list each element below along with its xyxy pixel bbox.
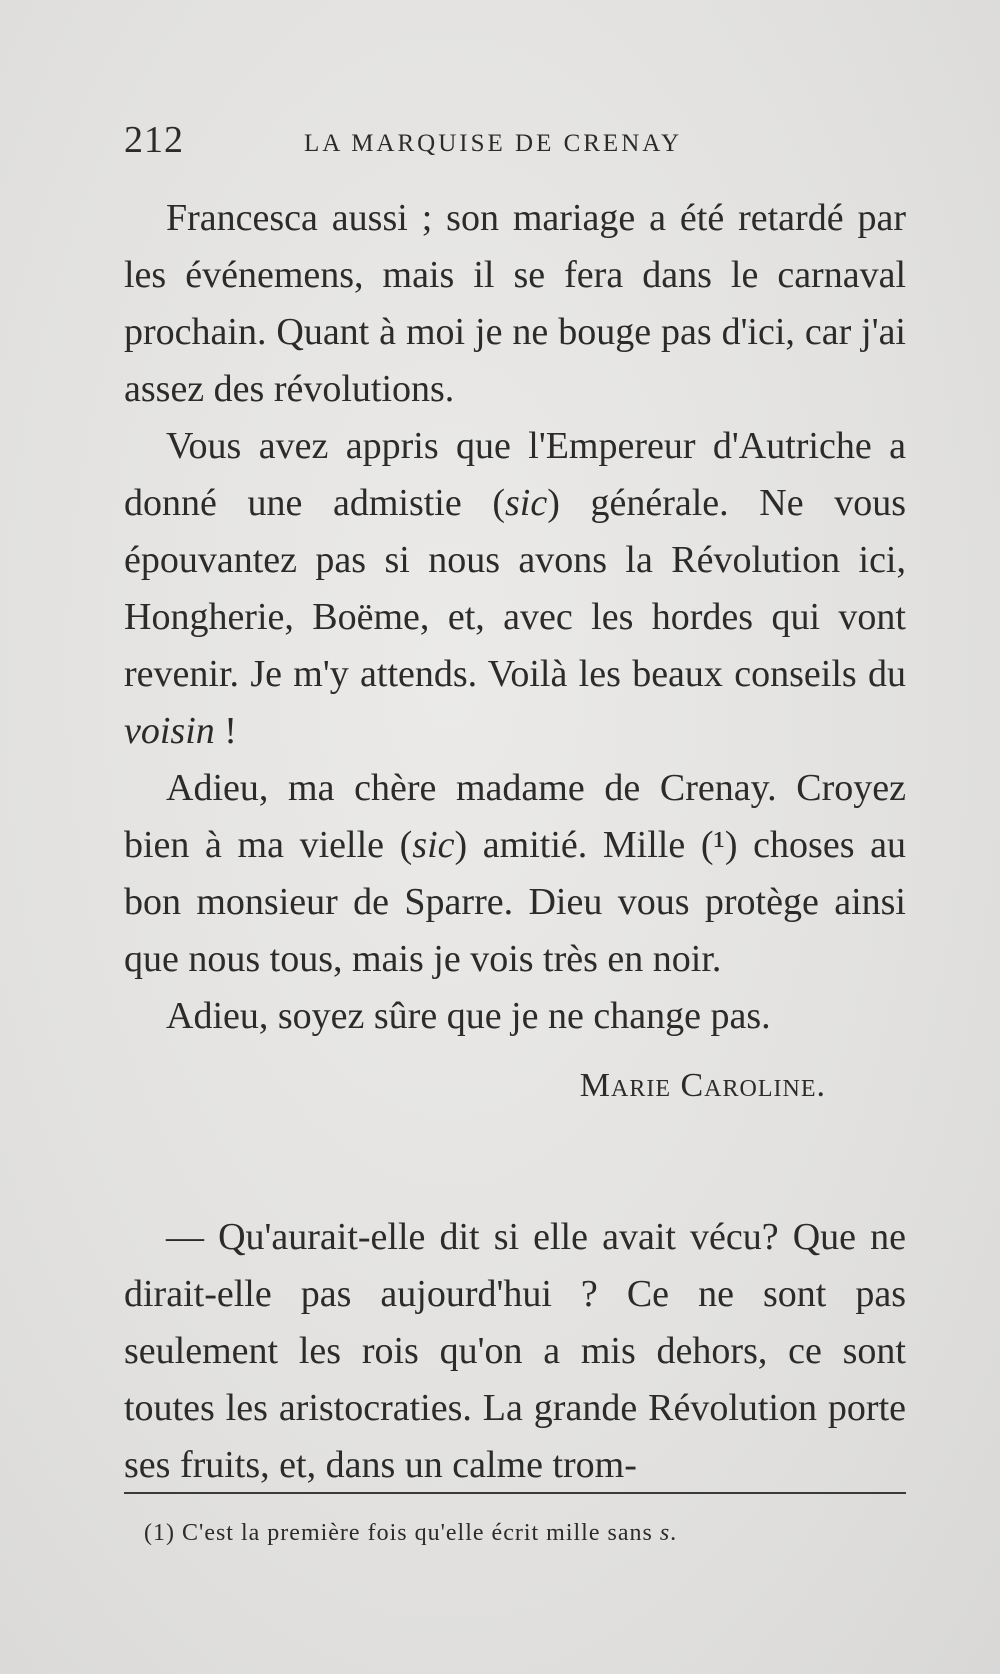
commentary	[124, 1209, 906, 1494]
paragraph-5: — Qu'aurait-elle dit si elle avait vécu? Que ne dirait-elle pas aujourd'hui ? Ce ne sont pas seulement les rois qu'on a mis dehors, ce sont toutes les aristocraties. La grande Révolution porte ses fruits, et, dans un calme trom-	[124, 1216, 906, 1486]
paragraph-2-text-a: Vous avez appris que l'Empereur d'Autriche a donné une admistie (	[124, 425, 906, 524]
running-head	[124, 112, 906, 162]
footnote-end: .	[670, 1520, 678, 1546]
letter-body	[124, 190, 906, 1114]
paragraph-4: Adieu, soyez sûre que je ne change pas.	[166, 995, 771, 1037]
paragraph-3-text-a: Adieu, ma chère madame de Crenay. Croyez bien à ma vielle (	[124, 767, 906, 866]
footnote-italic: s	[659, 1520, 671, 1546]
paragraph-2-text-b: ) générale. Ne vous épouvantez pas si nous avons la Révolution ici, Hongherie, Boëme, et, avec les hordes qui vont revenir. Je m'y attends. Voilà les beaux conseils du	[124, 482, 906, 695]
footnote	[144, 1520, 677, 1547]
page-number: 212	[124, 119, 184, 161]
paragraph-2-text-c: !	[214, 710, 237, 752]
book-page	[124, 112, 906, 1546]
footnote-rule	[124, 1492, 906, 1494]
paragraph-1: Francesca aussi ; son mariage a été retardé par les événemens, mais il se fera dans le carnaval prochain. Quant à moi je ne bouge pas d'ici, car j'ai assez des révolutions.	[124, 197, 906, 410]
sic-italic-2: sic	[412, 824, 455, 866]
footnote-text: (1) C'est la première fois qu'elle écrit mille sans	[144, 1520, 660, 1546]
paragraph-3	[124, 760, 906, 988]
voisin-italic: voisin	[124, 710, 215, 752]
paragraph-3-text-b: ) amitié. Mille (	[454, 824, 714, 866]
paragraph-2	[124, 418, 906, 760]
signature: Marie Caroline.	[579, 1067, 826, 1104]
sic-italic: sic	[505, 482, 548, 524]
running-title: LA MARQUISE DE CRENAY	[304, 130, 683, 157]
footnote-reference: ¹	[713, 824, 725, 866]
paragraph-3-text-c: ) choses au bon monsieur de Sparre. Dieu vous protège ainsi que nous tous, mais je vois très en noir.	[124, 824, 906, 980]
